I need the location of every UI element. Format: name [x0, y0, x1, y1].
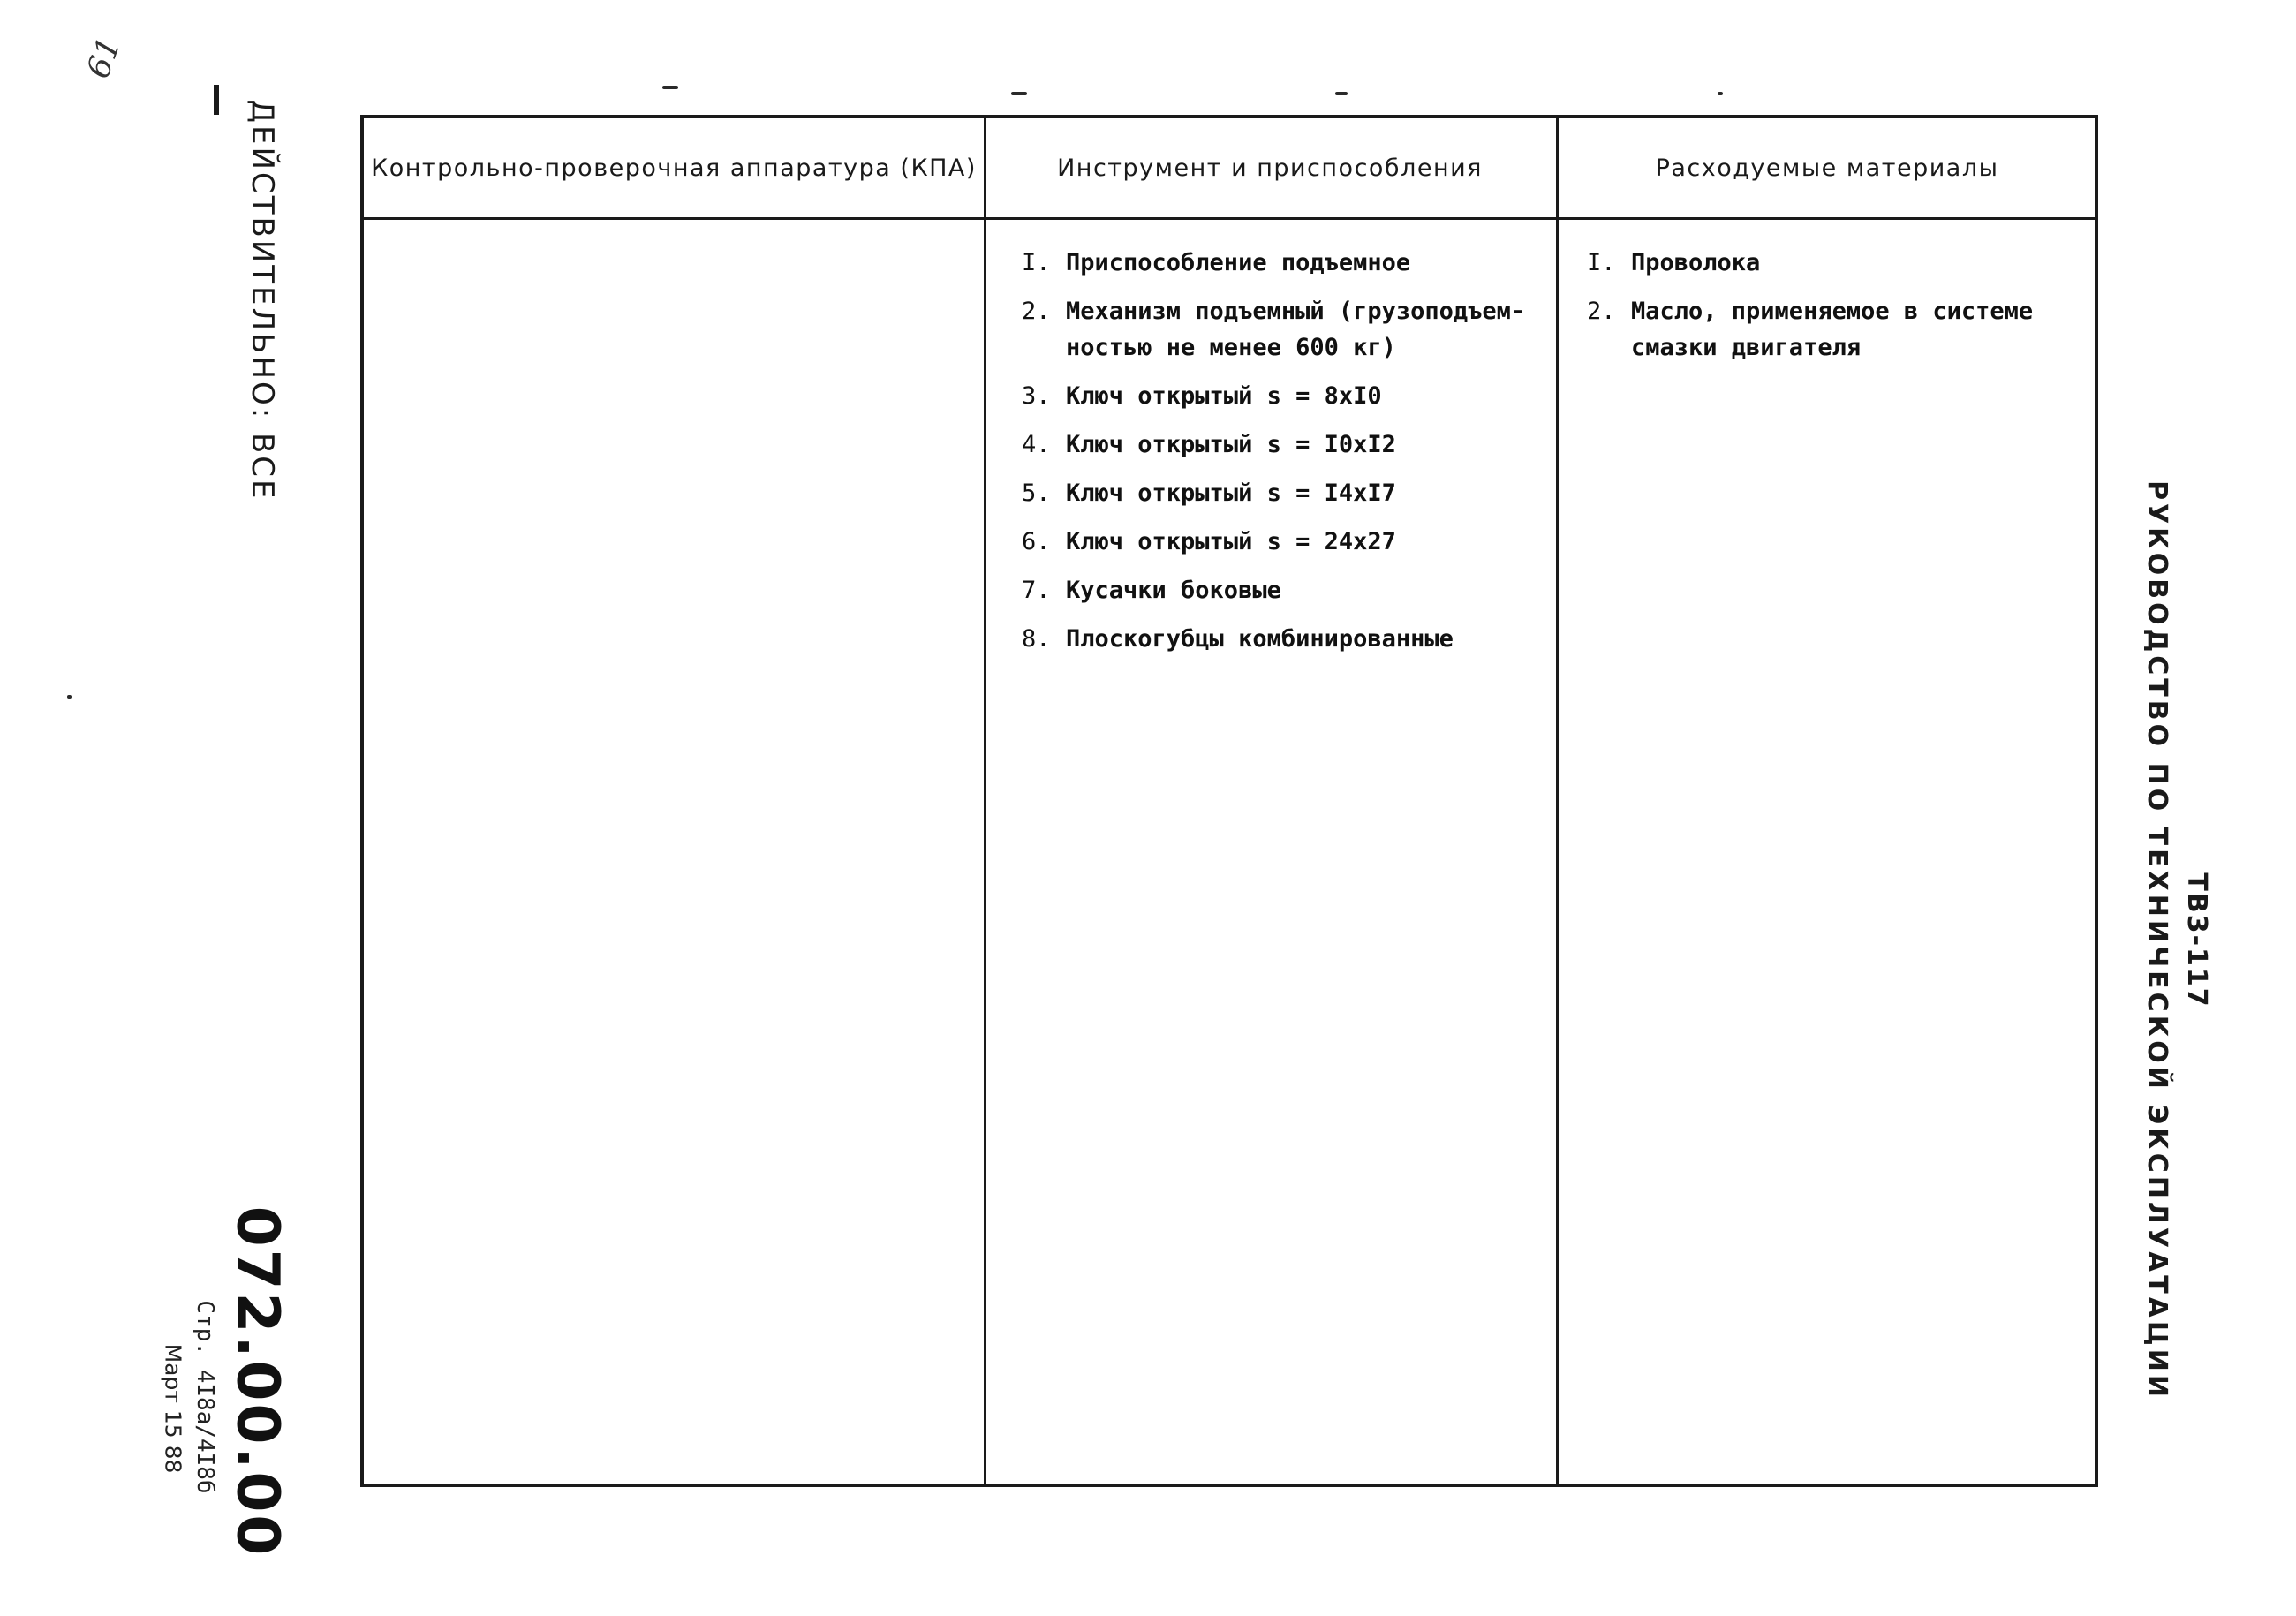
list-item	[1022, 524, 1543, 560]
page-identifier: 072.00.00	[223, 1205, 292, 1559]
manual-title: РУКОВОДСТВО ПО ТЕХНИЧЕСКОЙ ЭКСПЛУАТАЦИИ	[2141, 480, 2172, 1401]
handwritten-page-mark: 61	[79, 32, 129, 84]
equipment-table	[360, 115, 2098, 1487]
tools-list	[1022, 245, 1543, 657]
header-materials: Расходуемые материалы	[1655, 154, 1999, 182]
item-number: 3.	[1022, 382, 1051, 410]
engine-model: ТВ3-117	[2181, 872, 2212, 1008]
column-divider	[984, 118, 986, 1484]
list-item	[1587, 293, 2081, 366]
scan-speck	[1011, 92, 1027, 95]
item-text: Ключ открытый s = I0xI2	[1066, 431, 1396, 458]
item-number: 7.	[1022, 577, 1051, 604]
manual-title-block	[2141, 480, 2212, 1401]
item-number: I.	[1587, 249, 1616, 276]
header-divider	[364, 217, 2095, 220]
list-item	[1022, 245, 1543, 281]
item-text: Ключ открытый s = 8xI0	[1066, 382, 1382, 410]
item-text: Плоскогубцы комбинированные	[1066, 625, 1454, 653]
effectivity-bar	[214, 85, 219, 115]
tools-column	[1022, 245, 1543, 669]
list-item	[1587, 245, 2081, 281]
header-kpa: Контрольно-проверочная аппаратура (КПА)	[371, 154, 977, 182]
page-number: Стр. 4I8а/4I8б	[192, 1300, 218, 1494]
materials-column	[1587, 245, 2081, 378]
item-number: I.	[1022, 249, 1051, 276]
list-item	[1022, 621, 1543, 657]
effectivity-label: ДЕЙСТВИТЕЛЬНО: ВСЕ	[245, 99, 280, 502]
item-text: Механизм подъемный (грузоподъем-ностью не менее 600 кг)	[1066, 298, 1526, 361]
item-number: 2.	[1022, 298, 1051, 325]
column-divider	[1556, 118, 1559, 1484]
scan-speck	[662, 86, 678, 89]
item-text: Ключ открытый s = 24x27	[1066, 528, 1396, 555]
list-item	[1022, 378, 1543, 414]
list-item	[1022, 475, 1543, 511]
scan-speck	[67, 695, 72, 699]
item-text: Кусачки боковые	[1066, 577, 1281, 604]
list-item	[1022, 427, 1543, 463]
item-number: 5.	[1022, 480, 1051, 507]
item-number: 2.	[1587, 298, 1616, 325]
scan-speck	[1335, 92, 1348, 95]
item-text: Проволока	[1631, 249, 1761, 276]
item-number: 6.	[1022, 528, 1051, 555]
materials-list	[1587, 245, 2081, 366]
list-item	[1022, 572, 1543, 608]
item-text: Ключ открытый s = I4xI7	[1066, 480, 1396, 507]
item-number: 4.	[1022, 431, 1051, 458]
header-tools: Инструмент и приспособления	[1057, 154, 1483, 182]
scan-speck	[1718, 92, 1723, 95]
list-item	[1022, 293, 1543, 366]
item-text: Масло, применяемое в системе смазки двигателя	[1631, 298, 2034, 361]
revision-date: Март 15 88	[160, 1343, 186, 1474]
item-number: 8.	[1022, 625, 1051, 653]
item-text: Приспособление подъемное	[1066, 249, 1411, 276]
